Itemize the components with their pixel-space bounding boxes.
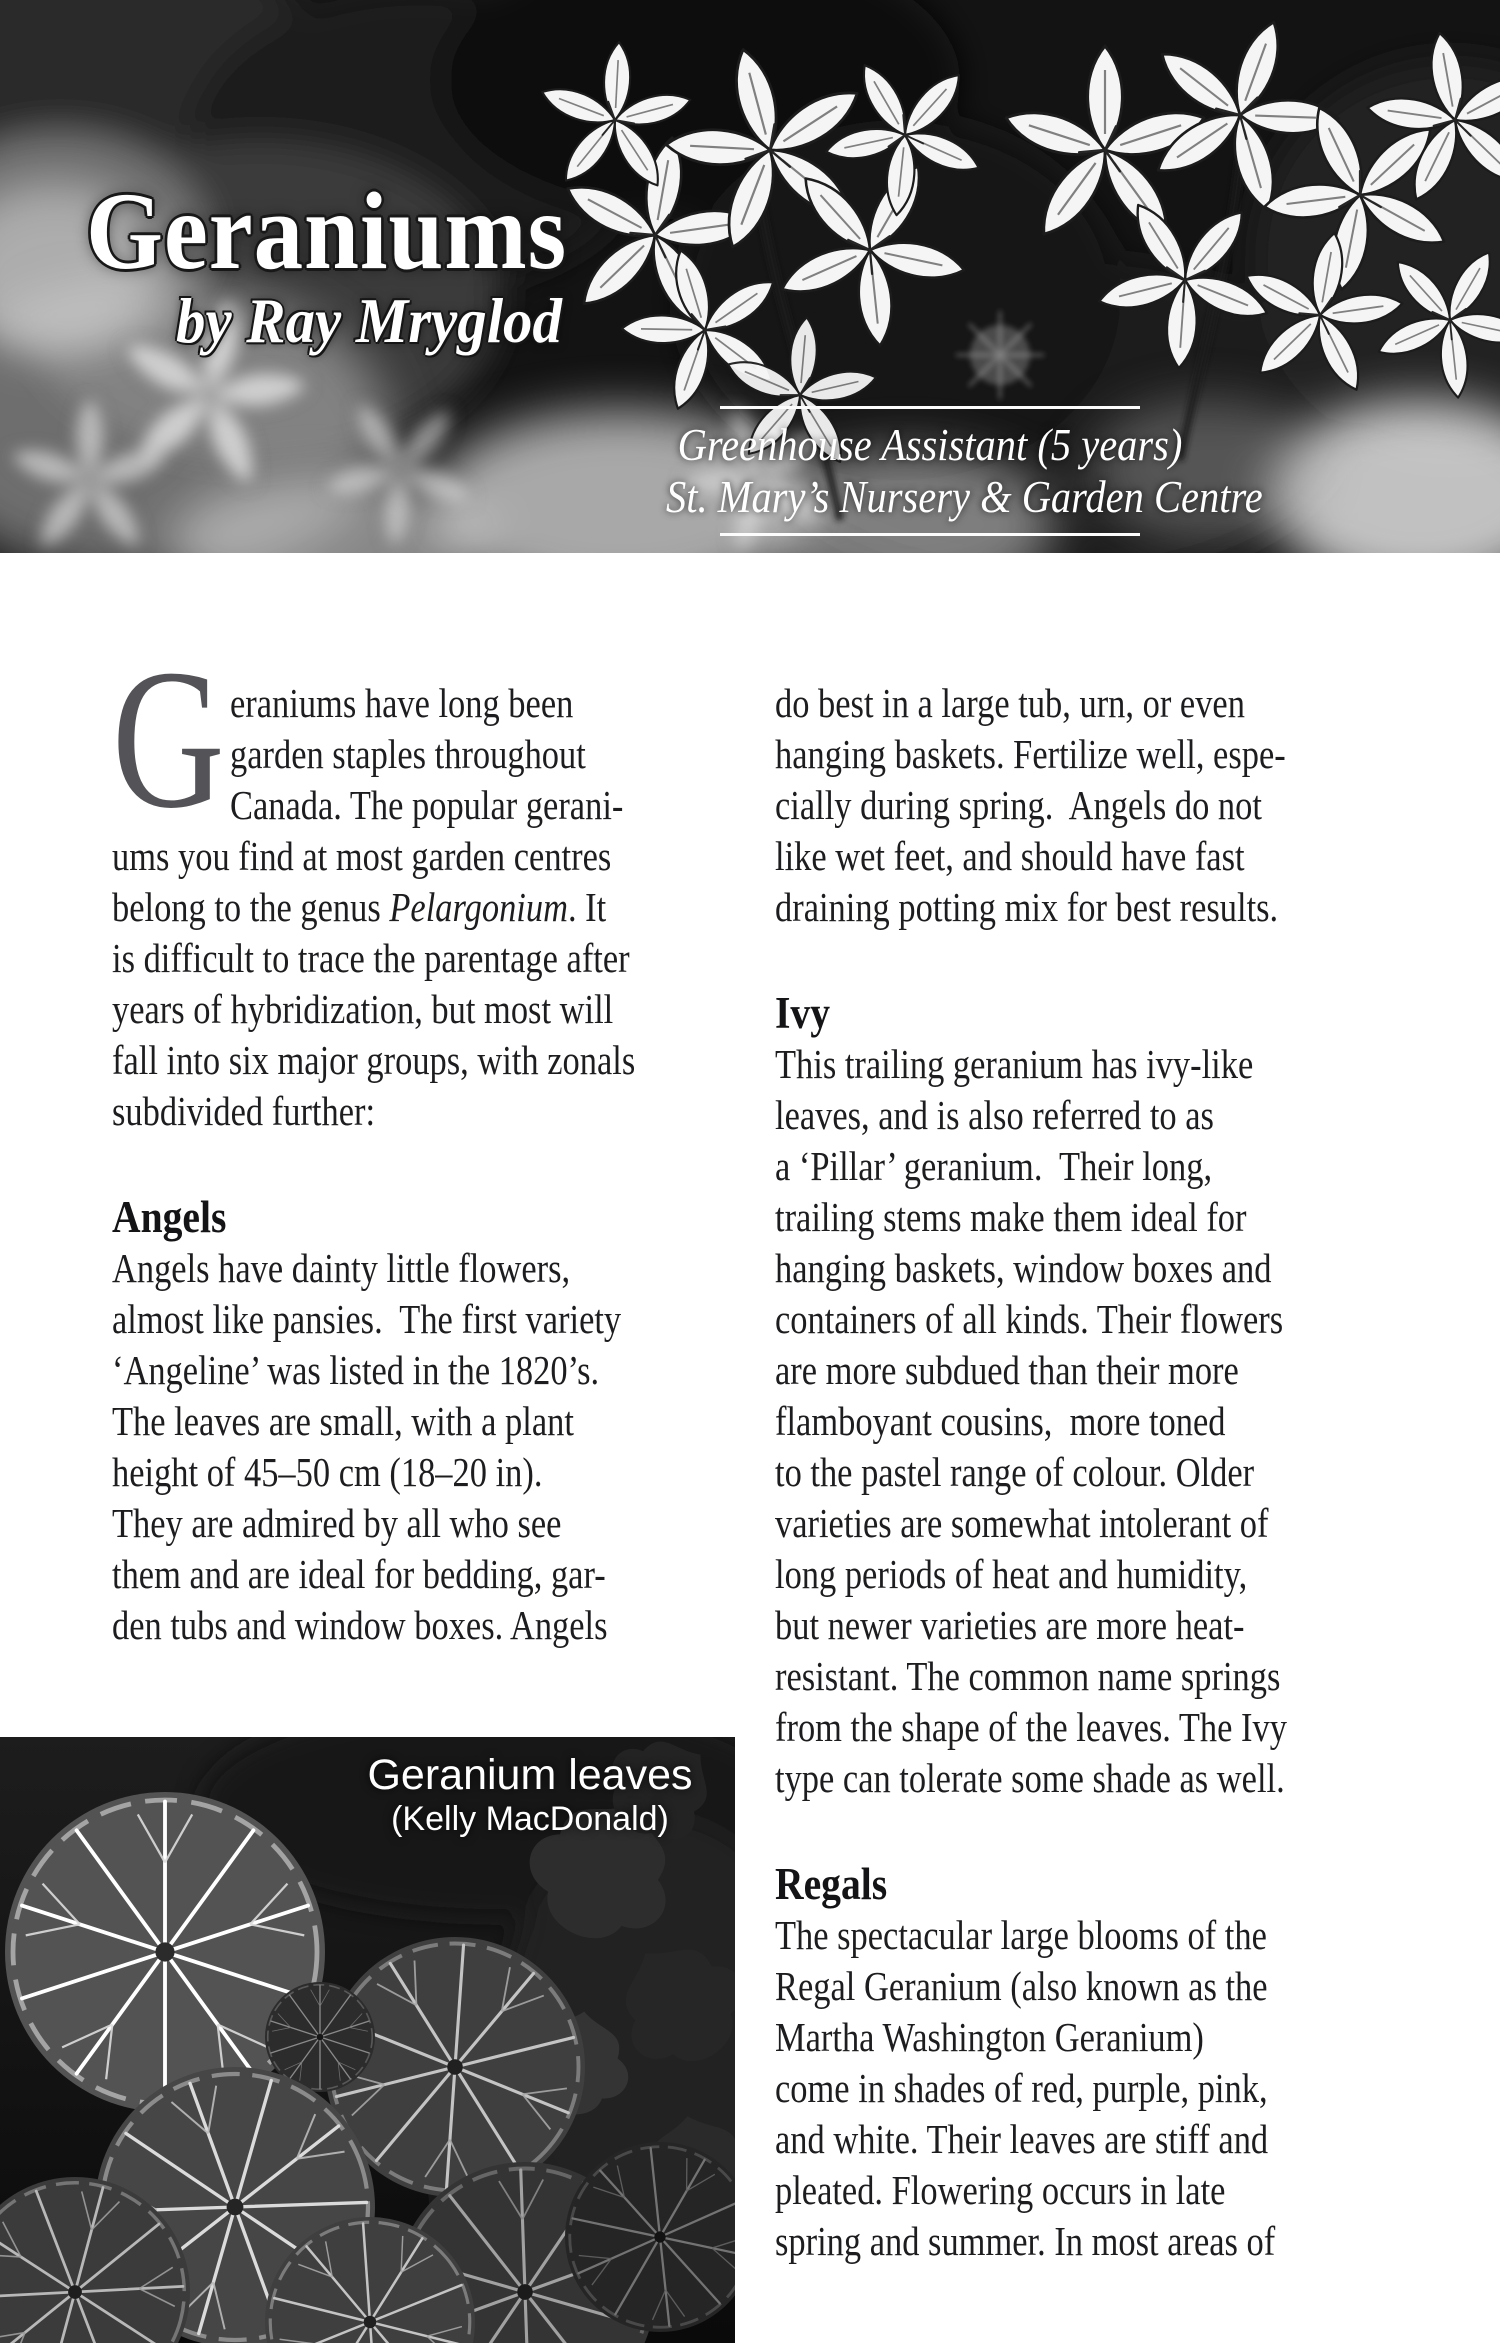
angels-paragraph [112,1243,760,1651]
author-credit-block [630,406,1263,536]
text-line: type can tolerate some shade as well. [775,1755,1285,1801]
text-line: like wet feet, and should have fast [775,833,1245,879]
text-line: belong to the genus Pelargonium. It [112,884,607,930]
text-line: flamboyant cousins, more toned [775,1398,1226,1444]
text-line: are more subdued than their more [775,1347,1239,1393]
text-line: containers of all kinds. Their flowers [775,1296,1284,1342]
intro-paragraph [112,831,760,1137]
header-photo [0,0,1500,553]
text-line: fall into six major groups, with zonals [112,1037,636,1083]
credit-organization: St. Mary’s Nursery & Garden Centre [666,471,1263,522]
text-line: They are admired by all who see [112,1500,562,1546]
text-line: Martha Washington Geranium) [775,2014,1204,2060]
text-line: cially during spring. Angels do not [775,782,1262,828]
text-line: but newer varieties are more heat- [775,1602,1245,1648]
text-line: long periods of heat and humidity, [775,1551,1248,1597]
credit-rule-bottom [720,533,1140,536]
regals-paragraph [775,1910,1423,2267]
text-line: spring and summer. In most areas of [775,2218,1276,2264]
leaves-photo [0,1737,735,2343]
text-line: Regal Geranium (also known as the [775,1963,1268,2009]
text-line: years of hybridization, but most will [112,986,614,1032]
text-line: The spectacular large blooms of the [775,1912,1267,1958]
photo-caption-credit: (Kelly MacDonald) [391,1800,669,1838]
text-line: Canada. The popular gerani- [230,782,624,828]
drop-cap: G [112,629,225,850]
text-line: and white. Their leaves are stiff and [775,2116,1269,2162]
credit-role: Greenhouse Assistant (5 years) [677,419,1183,470]
ivy-paragraph [775,1039,1423,1804]
text-line: to the pastel range of colour. Older [775,1449,1255,1495]
text-line: hanging baskets. Fertilize well, espe- [775,731,1286,777]
text-line: subdivided further: [112,1088,376,1134]
photo-caption-title: Geranium leaves [367,1751,693,1799]
text-line: Angels have dainty little flowers, [112,1245,571,1291]
text-line: The leaves are small, with a plant [112,1398,574,1444]
section-heading-ivy: Ivy [775,988,831,1038]
text-line: a ‘Pillar’ geranium. Their long, [775,1143,1213,1189]
text-line: trailing stems make them ideal for [775,1194,1247,1240]
article-title: Geraniums [86,170,568,292]
credit-rule-top [720,406,1140,409]
section-heading-angels: Angels [112,1192,227,1242]
text-line: come in shades of red, purple, pink, [775,2065,1268,2111]
angels-paragraph-continued [775,678,1423,933]
text-line: ‘Angeline’ was listed in the 1820’s. [112,1347,600,1393]
text-line: almost like pansies. The first variety [112,1296,622,1342]
text-line: eraniums have long been [230,680,574,726]
text-line: garden staples throughout [230,731,586,777]
text-line: draining potting mix for best results. [775,884,1279,930]
text-line: them and are ideal for bedding, gar- [112,1551,606,1597]
text-line: do best in a large tub, urn, or even [775,680,1245,726]
photo-caption [350,1751,710,1839]
right-column [775,678,1423,2267]
left-column [112,629,760,1651]
text-line: varieties are somewhat intolerant of [775,1500,1269,1546]
text-line: ums you find at most garden centres [112,833,612,879]
text-line: This trailing geranium has ivy-like [775,1041,1254,1087]
text-line: den tubs and window boxes. Angels [112,1602,608,1648]
article-byline: by Ray Mryglod [176,285,562,356]
text-line: resistant. The common name springs [775,1653,1281,1699]
section-heading-regals: Regals [775,1859,888,1909]
text-line: leaves, and is also referred to as [775,1092,1214,1138]
text-line: is difficult to trace the parentage after [112,935,630,981]
text-line: pleated. Flowering occurs in late [775,2167,1226,2213]
text-line: from the shape of the leaves. The Ivy [775,1704,1287,1750]
text-line: hanging baskets, window boxes and [775,1245,1272,1291]
text-line: height of 45–50 cm (18–20 in). [112,1449,543,1495]
